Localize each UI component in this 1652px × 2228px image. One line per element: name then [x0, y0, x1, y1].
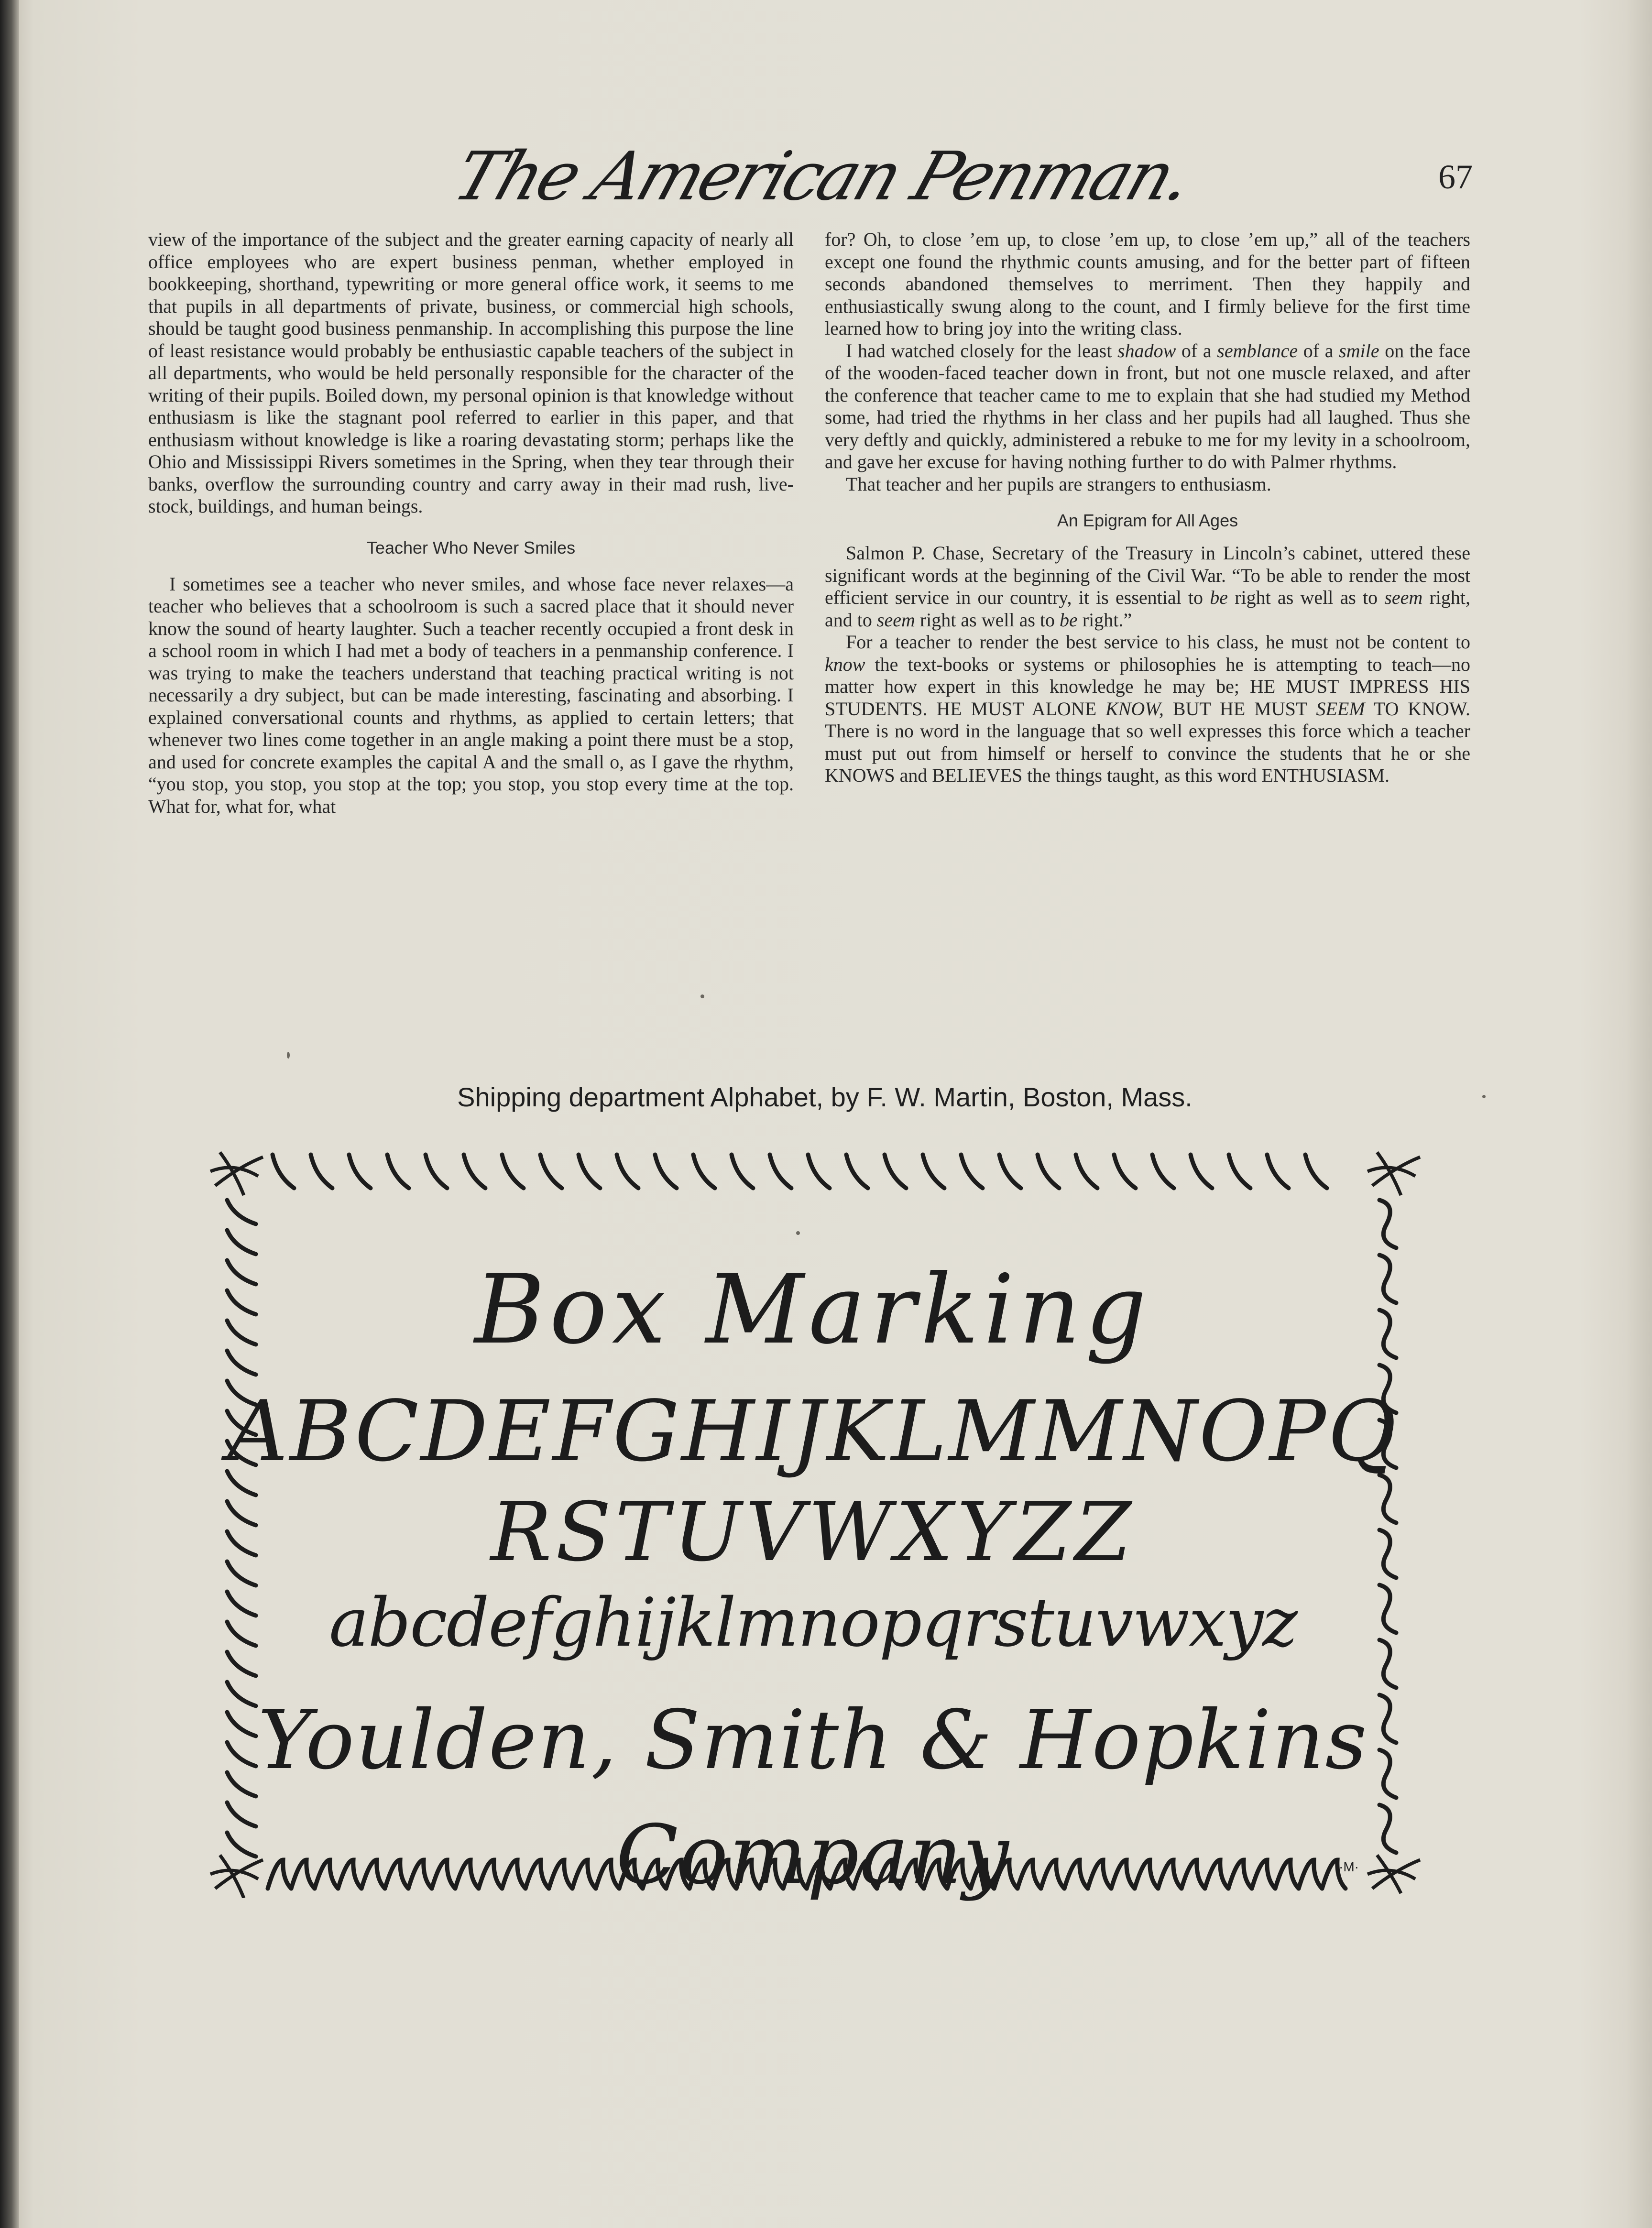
border-left-stroke: [227, 1230, 256, 1254]
border-left-stroke: [227, 1200, 256, 1224]
text-run: on the face of the wooden-faced teacher down in front, but not one muscle relaxed, and after the conference that teacher came to me to explain that she had studied my Method some, had tried the rhythms in her class and her pupils had all laughed. Thus she very deftly and quickly, administered a rebuke to me for my levity in a schoolroom, and gave her excuse for having nothing further to do with Palmer rhythms.: [825, 339, 1470, 472]
italic-word: shadow: [1117, 339, 1176, 361]
text-run: right as well as to: [1228, 587, 1385, 608]
right-column: [825, 229, 1470, 787]
border-bottom-stroke: [1111, 1860, 1135, 1889]
border-bottom-stroke: [1017, 1860, 1041, 1889]
border-top-stroke: [885, 1155, 906, 1188]
specimen-title: Box Marking: [474, 1254, 1151, 1365]
border-bottom-stroke: [1158, 1860, 1182, 1889]
masthead-title: The American Penman.: [444, 138, 1201, 216]
left-paragraph-1: view of the importance of the subject and the greater earning capacity of nearly all office employees who are expert business penman, whether employed in bookkeeping, shorthand, typewriting or more general office work, it seems to me that pupils in all departments of private, business, or commercial high schools, should be taught good business penmanship. In accomplishing this purpose the line of least resistance would probably be enthusiastic capable teachers of the subject in all departments, who would be held personally responsible for the character of the writing of their pupils. Boiled down, my personal opinion is that knowledge without enthusiasm is like the stagnant pool referred to earlier in this paper, and that enthusiasm without knowledge is like a roaring devastating storm; perhaps like the Ohio and Mississippi Rivers sometimes in the Spring, when they tear through their banks, overflow the surrounding country and carry away in their mad rush, live-stock, buildings, and human beings.: [148, 229, 794, 517]
border-top-stroke: [311, 1155, 332, 1188]
border-bottom-stroke: [1088, 1860, 1111, 1889]
right-paragraph-5: [825, 631, 1470, 787]
italic-word: be: [1210, 587, 1228, 608]
border-top-stroke: [502, 1155, 524, 1188]
border-bottom-stroke: [1135, 1860, 1158, 1889]
right-paragraph-3: That teacher and her pupils are strangers to enthusiasm.: [846, 473, 1271, 495]
border-top-stroke: [1191, 1155, 1212, 1188]
border-bottom-stroke: [1041, 1860, 1064, 1889]
italic-word: SEEM: [1316, 698, 1365, 720]
border-left-stroke: [227, 1802, 256, 1826]
border-bottom-stroke: [549, 1860, 572, 1889]
left-column: [148, 229, 794, 818]
border-top-stroke: [579, 1155, 600, 1188]
specimen-uppercase-row-1: ABCDEFGHIJKLMMNOPQ: [227, 1383, 1399, 1480]
border-top-strokes: [273, 1155, 1327, 1188]
border-bottom-stroke: [361, 1860, 385, 1889]
corner-flourish-top-right: [1368, 1152, 1420, 1195]
border-bottom-stroke: [1252, 1860, 1275, 1889]
corner-flourish-bottom-left: [210, 1855, 263, 1898]
paper-speck: [287, 1052, 290, 1059]
left-paragraph-2: I sometimes see a teacher who never smiles, and whose face never relaxes—a teacher who believes that a schoolroom is such a sacred place that it should never know the sound of hearty laughter. Such a teacher recently occupied a front desk in a school room in which I had met a body of teachers in a penmanship conference. I was trying to make the teachers understand that teaching practical writing is not necessarily a dry subject, but can be made interesting, fascinating and absorbing. I explained conversational counts and rhythms, as applied to certain letters; that whenever two lines come together in an angle making a point there must be a stop, and used for concrete examples the capital A and the small o, as I gave the rhythm, “you stop, you stop, you stop at the top; you stop, you stop every time at the top. What for, what for, what: [148, 573, 794, 817]
right-paragraph-4: [825, 542, 1470, 631]
text-run: of a: [1298, 339, 1339, 361]
paper-speck: [700, 994, 704, 998]
border-bottom-stroke: [502, 1860, 525, 1889]
border-bottom-stroke: [291, 1860, 315, 1889]
text-run: of a: [1176, 339, 1217, 361]
border-top-stroke: [961, 1155, 983, 1188]
corner-flourish-top-left: [210, 1152, 263, 1195]
border-top-stroke: [464, 1155, 485, 1188]
border-top-stroke: [273, 1155, 294, 1188]
border-top-stroke: [1076, 1155, 1097, 1188]
penmanship-specimen: [201, 1133, 1425, 1902]
border-bottom-stroke: [1205, 1860, 1228, 1889]
border-bottom-stroke: [338, 1860, 361, 1889]
border-top-stroke: [1229, 1155, 1250, 1188]
book-spine-shadow: [0, 0, 19, 2228]
specimen-company-name: Youlden, Smith & Hopkins Company: [258, 1693, 1368, 1902]
border-top-stroke: [1038, 1155, 1059, 1188]
text-run: right, and to: [825, 587, 1471, 631]
border-top-stroke: [426, 1155, 447, 1188]
text-run: For a teacher to render the best service to his class, he must not be content to: [846, 631, 1470, 653]
border-bottom-stroke: [1228, 1860, 1252, 1889]
border-bottom-stroke: [455, 1860, 479, 1889]
border-top-stroke: [808, 1155, 830, 1188]
border-bottom-stroke: [268, 1860, 291, 1889]
border-top-stroke: [846, 1155, 868, 1188]
border-top-stroke: [1305, 1155, 1327, 1188]
border-bottom-stroke: [525, 1860, 549, 1889]
right-paragraph-1: for? Oh, to close ’em up, to close ’em up, to close ’em up,” all of the teachers except one found the rhythmic counts amusing, and for the better part of fifteen seconds abandoned themselves to merriment. Then they happily and enthusiastically swung along to the count, and I firmly believe for the first time learned how to bring joy into the writing class.: [825, 229, 1470, 339]
border-top-stroke: [387, 1155, 409, 1188]
border-top-stroke: [693, 1155, 715, 1188]
corner-flourish-bottom-right: [1368, 1855, 1420, 1893]
paper-speck: [1482, 1095, 1486, 1098]
border-bottom-stroke: [385, 1860, 408, 1889]
section-heading-teacher-never-smiles: Teacher Who Never Smiles: [366, 537, 576, 557]
page-number: 67: [1438, 158, 1473, 196]
border-top-stroke: [1114, 1155, 1136, 1188]
italic-word: know: [825, 653, 865, 675]
border-top-stroke: [770, 1155, 791, 1188]
specimen-uppercase-row-2: RSTUVWXYZZ: [490, 1485, 1136, 1580]
border-bottom-stroke: [1299, 1860, 1322, 1889]
border-bottom-stroke: [572, 1860, 596, 1889]
specimen-lowercase-row: abcdefghijklmnopqrstuvwxyz: [329, 1584, 1297, 1662]
right-paragraph-2: [825, 340, 1470, 473]
border-bottom-stroke: [1064, 1860, 1088, 1889]
border-right-stroke: [1379, 1200, 1396, 1248]
text-run: the text-books or systems or philosophies he is attempting to teach—no matter how expert in this knowledge he may be; HE MUST IMPRESS HIS STUDENTS. HE MUST ALONE: [825, 653, 1470, 720]
alphabet-caption: Shipping department Alphabet, by F. W. Martin, Boston, Mass.: [457, 1082, 1193, 1112]
border-top-stroke: [923, 1155, 944, 1188]
border-top-stroke: [349, 1155, 371, 1188]
text-run: I had watched closely for the least: [846, 339, 1118, 361]
border-left-stroke: [227, 1833, 256, 1857]
text-run: BUT HE MUST: [1163, 698, 1316, 720]
border-top-stroke: [617, 1155, 638, 1188]
italic-word: seem: [1384, 587, 1423, 608]
border-top-stroke: [999, 1155, 1021, 1188]
border-top-stroke: [540, 1155, 562, 1188]
border-bottom-stroke: [1182, 1860, 1205, 1889]
border-right-stroke: [1379, 1805, 1396, 1853]
border-bottom-stroke: [1275, 1860, 1299, 1889]
italic-word: semblance: [1217, 339, 1298, 361]
italic-word: smile: [1339, 339, 1379, 361]
section-heading-epigram: An Epigram for All Ages: [1057, 511, 1238, 530]
italic-word: seem: [876, 609, 915, 631]
italic-word: be: [1060, 609, 1078, 631]
text-run: TO KNOW. There is no word in the language that so well expresses this force which a teacher must put out from himself or herself to convince the students that he or she KNOWS and BELIEVES the things taught, as this word ENTHUSIASM.: [825, 698, 1470, 786]
text-run: Salmon P. Chase, Secretary of the Treasury in Lincoln’s cabinet, uttered these significant words at the beginning of the Civil War. “To be able to render the most efficient service in our country, it is essential to: [825, 542, 1470, 608]
border-top-stroke: [1152, 1155, 1174, 1188]
artist-monogram: ·M·: [1339, 1859, 1359, 1874]
text-run: right as well as to: [915, 609, 1060, 631]
text-run: right.”: [1077, 609, 1132, 631]
border-bottom-stroke: [432, 1860, 455, 1889]
border-bottom-stroke: [315, 1860, 338, 1889]
italic-word: KNOW,: [1105, 698, 1164, 720]
border-bottom-stroke: [479, 1860, 502, 1889]
border-bottom-stroke: [408, 1860, 432, 1889]
paper-speck: [796, 1231, 800, 1235]
border-top-stroke: [1267, 1155, 1289, 1188]
border-top-stroke: [732, 1155, 753, 1188]
border-top-stroke: [655, 1155, 677, 1188]
